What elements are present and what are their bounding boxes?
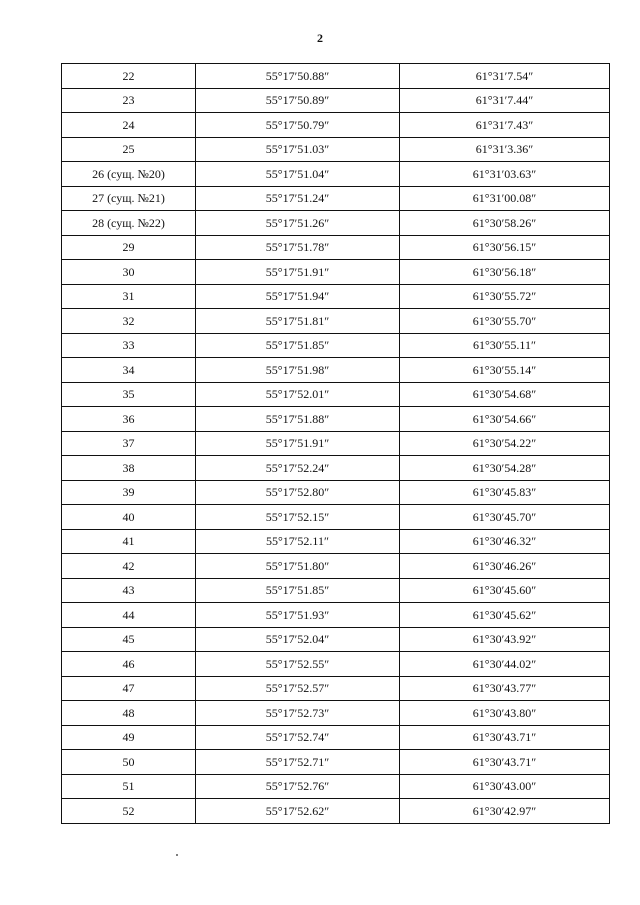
- point-number-cell: 22: [62, 64, 196, 89]
- longitude-cell: 61°31′03.63″: [400, 162, 610, 187]
- latitude-cell: 55°17′51.26″: [196, 211, 400, 236]
- table-row: [62, 725, 610, 750]
- longitude-cell: 61°30′54.28″: [400, 456, 610, 481]
- table-row: [62, 137, 610, 162]
- point-number-cell: 30: [62, 260, 196, 285]
- point-number-cell: 42: [62, 554, 196, 579]
- longitude-cell: 61°30′45.62″: [400, 603, 610, 628]
- longitude-cell: 61°30′46.32″: [400, 529, 610, 554]
- longitude-cell: 61°30′43.77″: [400, 676, 610, 701]
- latitude-cell: 55°17′51.85″: [196, 333, 400, 358]
- latitude-cell: 55°17′51.24″: [196, 186, 400, 211]
- coordinates-table-body: [62, 64, 610, 824]
- table-row: [62, 88, 610, 113]
- latitude-cell: 55°17′52.57″: [196, 676, 400, 701]
- point-number-cell: 36: [62, 407, 196, 432]
- table-row: [62, 382, 610, 407]
- latitude-cell: 55°17′52.80″: [196, 480, 400, 505]
- point-number-cell: 27 (сущ. №21): [62, 186, 196, 211]
- table-row: [62, 603, 610, 628]
- table-row: [62, 162, 610, 187]
- point-number-cell: 25: [62, 137, 196, 162]
- latitude-cell: 55°17′52.73″: [196, 701, 400, 726]
- longitude-cell: 61°30′43.00″: [400, 774, 610, 799]
- latitude-cell: 55°17′51.04″: [196, 162, 400, 187]
- longitude-cell: 61°30′55.70″: [400, 309, 610, 334]
- latitude-cell: 55°17′52.55″: [196, 652, 400, 677]
- latitude-cell: 55°17′52.62″: [196, 799, 400, 824]
- longitude-cell: 61°30′56.15″: [400, 235, 610, 260]
- scan-speck: [176, 854, 178, 856]
- table-row: [62, 333, 610, 358]
- table-row: [62, 701, 610, 726]
- table-row: [62, 113, 610, 138]
- longitude-cell: 61°30′43.71″: [400, 725, 610, 750]
- table-row: [62, 64, 610, 89]
- latitude-cell: 55°17′51.88″: [196, 407, 400, 432]
- point-number-cell: 23: [62, 88, 196, 113]
- longitude-cell: 61°30′43.71″: [400, 750, 610, 775]
- point-number-cell: 46: [62, 652, 196, 677]
- latitude-cell: 55°17′51.98″: [196, 358, 400, 383]
- table-row: [62, 799, 610, 824]
- table-row: [62, 309, 610, 334]
- latitude-cell: 55°17′50.89″: [196, 88, 400, 113]
- table-row: [62, 505, 610, 530]
- latitude-cell: 55°17′51.81″: [196, 309, 400, 334]
- longitude-cell: 61°30′43.92″: [400, 627, 610, 652]
- point-number-cell: 37: [62, 431, 196, 456]
- point-number-cell: 24: [62, 113, 196, 138]
- latitude-cell: 55°17′52.11″: [196, 529, 400, 554]
- point-number-cell: 47: [62, 676, 196, 701]
- point-number-cell: 48: [62, 701, 196, 726]
- longitude-cell: 61°30′46.26″: [400, 554, 610, 579]
- longitude-cell: 61°30′43.80″: [400, 701, 610, 726]
- latitude-cell: 55°17′51.03″: [196, 137, 400, 162]
- point-number-cell: 33: [62, 333, 196, 358]
- longitude-cell: 61°30′55.72″: [400, 284, 610, 309]
- latitude-cell: 55°17′52.74″: [196, 725, 400, 750]
- longitude-cell: 61°31′3.36″: [400, 137, 610, 162]
- longitude-cell: 61°31′00.08″: [400, 186, 610, 211]
- table-row: [62, 284, 610, 309]
- longitude-cell: 61°30′45.83″: [400, 480, 610, 505]
- longitude-cell: 61°30′56.18″: [400, 260, 610, 285]
- latitude-cell: 55°17′51.85″: [196, 578, 400, 603]
- longitude-cell: 61°30′45.60″: [400, 578, 610, 603]
- point-number-cell: 43: [62, 578, 196, 603]
- point-number-cell: 41: [62, 529, 196, 554]
- latitude-cell: 55°17′52.04″: [196, 627, 400, 652]
- point-number-cell: 44: [62, 603, 196, 628]
- latitude-cell: 55°17′51.78″: [196, 235, 400, 260]
- latitude-cell: 55°17′52.24″: [196, 456, 400, 481]
- latitude-cell: 55°17′52.01″: [196, 382, 400, 407]
- point-number-cell: 39: [62, 480, 196, 505]
- table-row: [62, 260, 610, 285]
- point-number-cell: 28 (сущ. №22): [62, 211, 196, 236]
- table-row: [62, 407, 610, 432]
- latitude-cell: 55°17′51.94″: [196, 284, 400, 309]
- longitude-cell: 61°30′54.68″: [400, 382, 610, 407]
- table-row: [62, 480, 610, 505]
- longitude-cell: 61°30′58.26″: [400, 211, 610, 236]
- point-number-cell: 38: [62, 456, 196, 481]
- longitude-cell: 61°30′55.14″: [400, 358, 610, 383]
- point-number-cell: 35: [62, 382, 196, 407]
- page-number: 2: [317, 31, 323, 45]
- longitude-cell: 61°31′7.43″: [400, 113, 610, 138]
- longitude-cell: 61°31′7.44″: [400, 88, 610, 113]
- latitude-cell: 55°17′51.91″: [196, 260, 400, 285]
- table-row: [62, 211, 610, 236]
- latitude-cell: 55°17′51.80″: [196, 554, 400, 579]
- longitude-cell: 61°30′55.11″: [400, 333, 610, 358]
- point-number-cell: 49: [62, 725, 196, 750]
- latitude-cell: 55°17′50.79″: [196, 113, 400, 138]
- table-row: [62, 578, 610, 603]
- table-row: [62, 235, 610, 260]
- table-row: [62, 554, 610, 579]
- point-number-cell: 34: [62, 358, 196, 383]
- table-row: [62, 186, 610, 211]
- table-row: [62, 358, 610, 383]
- longitude-cell: 61°31′7.54″: [400, 64, 610, 89]
- latitude-cell: 55°17′52.71″: [196, 750, 400, 775]
- longitude-cell: 61°30′54.22″: [400, 431, 610, 456]
- latitude-cell: 55°17′52.76″: [196, 774, 400, 799]
- table-row: [62, 456, 610, 481]
- point-number-cell: 29: [62, 235, 196, 260]
- longitude-cell: 61°30′42.97″: [400, 799, 610, 824]
- longitude-cell: 61°30′45.70″: [400, 505, 610, 530]
- point-number-cell: 52: [62, 799, 196, 824]
- table-row: [62, 774, 610, 799]
- coordinates-table: [61, 63, 610, 824]
- point-number-cell: 51: [62, 774, 196, 799]
- point-number-cell: 31: [62, 284, 196, 309]
- point-number-cell: 50: [62, 750, 196, 775]
- point-number-cell: 40: [62, 505, 196, 530]
- latitude-cell: 55°17′51.93″: [196, 603, 400, 628]
- point-number-cell: 45: [62, 627, 196, 652]
- point-number-cell: 32: [62, 309, 196, 334]
- point-number-cell: 26 (сущ. №20): [62, 162, 196, 187]
- table-row: [62, 529, 610, 554]
- latitude-cell: 55°17′50.88″: [196, 64, 400, 89]
- longitude-cell: 61°30′44.02″: [400, 652, 610, 677]
- latitude-cell: 55°17′51.91″: [196, 431, 400, 456]
- table-row: [62, 750, 610, 775]
- latitude-cell: 55°17′52.15″: [196, 505, 400, 530]
- table-row: [62, 652, 610, 677]
- longitude-cell: 61°30′54.66″: [400, 407, 610, 432]
- table-row: [62, 676, 610, 701]
- table-row: [62, 431, 610, 456]
- table-row: [62, 627, 610, 652]
